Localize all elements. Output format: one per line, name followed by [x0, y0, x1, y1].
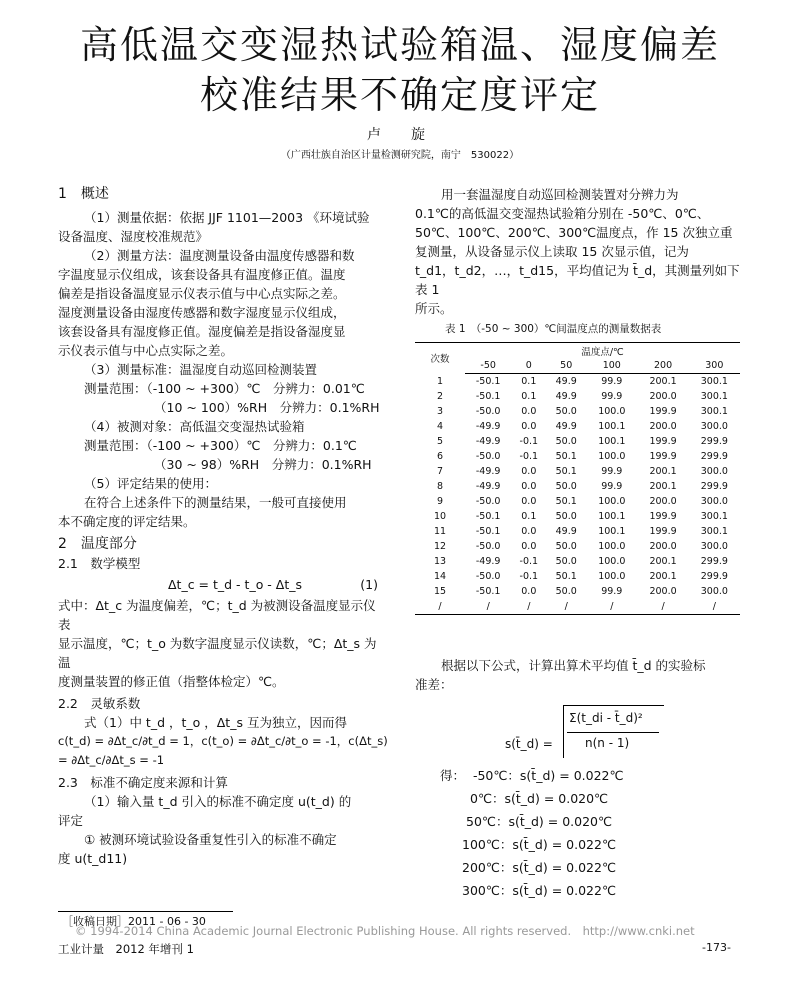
table-cell: -50.1	[475, 391, 501, 402]
table-cell: -50.0	[475, 451, 501, 462]
table-cell: 200.1	[649, 376, 677, 387]
table-row	[415, 434, 740, 449]
table-cell: -50.0	[475, 406, 501, 417]
table-cell: 300.1	[700, 511, 728, 522]
table-cell: /	[586, 599, 637, 615]
data-table	[415, 342, 740, 615]
para-22b: c(t_d) = ∂Δt_c/∂t_d = 1，c(t_o) = ∂Δt_c/∂t_o = -1，c(Δt_s)	[58, 734, 388, 748]
right-after-table	[415, 656, 755, 694]
table-row	[415, 494, 740, 509]
table-cell: 7	[436, 466, 444, 477]
table-cell: 0.1	[521, 511, 537, 522]
table-cell: 199.9	[649, 406, 677, 417]
section-2-3-title: 2.3 标准不确定度来源和计算	[58, 775, 228, 790]
result-100: 100℃：s(t̄_d) = 0.022℃	[462, 837, 616, 852]
table-cell: 50.0	[555, 556, 577, 567]
table-cell: -49.9	[475, 466, 501, 477]
table-cell: 300.0	[700, 541, 728, 552]
section-2-1-title: 2.1 数学模型	[58, 556, 141, 571]
formula-lhs: s(t̄_d) =	[505, 737, 553, 751]
table-cell: 300.0	[700, 466, 728, 477]
table-cell: 49.9	[555, 421, 577, 432]
table-cell: 100.0	[598, 556, 626, 567]
para-21a: 式中：Δt_c 为温度偏差，℃；t_d 为被测设备温度显示仪表	[58, 598, 376, 632]
intro-line3: 50℃、100℃、200℃、300℃温度点，作 15 次独立重	[415, 225, 733, 240]
para-5: （5）评定结果的使用：	[84, 476, 217, 491]
table-cell: 200.0	[649, 496, 677, 507]
para-2-line3: 偏差是指设备温度显示仪表示值与中心点实际之差。	[58, 286, 346, 301]
para-2-line2: 字温度显示仪组成，该套设备具有温度修正值。温度	[58, 267, 346, 282]
intro-line1: 用一套温湿度自动巡回检测装置对分辨力为	[441, 187, 679, 202]
para-23b: 评定	[58, 813, 84, 828]
table-cell: 100.1	[598, 436, 626, 447]
table-row	[415, 464, 740, 479]
para-23c: ① 被测环境试验设备重复性引入的标准不确定	[84, 832, 337, 847]
table-cell: 99.9	[601, 376, 623, 387]
table-cell: 9	[436, 496, 444, 507]
table-cell: /	[689, 599, 740, 615]
journal-info: 工业计量 2012 年增刊 1	[58, 942, 194, 956]
table-cell: 50.0	[555, 541, 577, 552]
result-50: 50℃：s(t̄_d) = 0.020℃	[466, 814, 613, 829]
table-cell: 299.9	[700, 436, 728, 447]
equation-1-body: Δt_c = t_d - t_o - Δt_s	[168, 577, 303, 592]
para-1a: （1）测量依据：依据 JJF 1101—2003 《环境试验	[84, 210, 370, 225]
table-cell: 99.9	[601, 586, 623, 597]
table-cell: 15	[433, 586, 447, 597]
paper-title-line2: 校准结果不确定度评定	[199, 73, 600, 117]
result-300: 300℃：s(t̄_d) = 0.022℃	[462, 883, 616, 898]
table-cell: /	[465, 599, 511, 615]
table-cell: 49.9	[555, 526, 577, 537]
table-cell: -50.0	[475, 571, 501, 582]
table-cell: 200.0	[649, 586, 677, 597]
table-cell: 3	[436, 406, 444, 417]
table-cell: 99.9	[601, 481, 623, 492]
para-2-line5: 该套设备具有湿度修正值。湿度偏差是指设备湿度显	[58, 324, 346, 339]
table-cell: -0.1	[519, 571, 539, 582]
para-5b: 本不确定度的评定结果。	[58, 514, 196, 529]
table-temp-header: 50	[546, 358, 586, 374]
table-cell: 50.0	[555, 586, 577, 597]
table-cell: 8	[436, 481, 444, 492]
results-label: 得：	[440, 768, 466, 783]
received-date: ［收稿日期］2011 - 06 - 30	[62, 915, 206, 928]
table-cell: -49.9	[475, 556, 501, 567]
table-cell: 14	[433, 571, 447, 582]
table-caption: 表 1 （-50 ~ 300）℃间温度点的测量数据表	[445, 323, 662, 335]
table-row	[415, 389, 740, 404]
table-cell: 0.0	[521, 421, 537, 432]
para-4a: 测量范围：（-100 ~ +300）℃ 分辨力：0.1℃	[84, 438, 357, 453]
para-21c: 度测量装置的修正值（指整体检定）℃。	[58, 674, 285, 689]
para-3b: （10 ~ 100）%RH 分辨力：0.1%RH	[154, 400, 380, 415]
table-cell: 300.1	[700, 391, 728, 402]
para-after1: 根据以下公式，计算出算术平均值 t̄_d 的实验标	[441, 658, 706, 673]
table-row	[415, 374, 740, 390]
table-cell: 5	[436, 436, 444, 447]
table-row	[415, 569, 740, 584]
table-row	[415, 419, 740, 434]
equation-1	[58, 575, 388, 594]
table-cell: 49.9	[555, 391, 577, 402]
table-temp-header: 100	[586, 358, 637, 374]
table-cell: -50.1	[475, 526, 501, 537]
table-cell: 299.9	[700, 556, 728, 567]
table-head-temp: 温度点/℃	[465, 343, 740, 359]
table-cell: 0.0	[521, 496, 537, 507]
para-1b: 设备温度、湿度校准规范》	[58, 229, 209, 244]
table-cell: -0.1	[519, 451, 539, 462]
table-cell: 299.9	[700, 481, 728, 492]
page-number: -173-	[702, 941, 731, 954]
intro-line5: t_d1，t_d2，…，t_d15，平均值记为 t̄_d，其测量列如下表 1	[415, 263, 740, 297]
table-cell: 50.1	[555, 466, 577, 477]
table-cell: /	[415, 599, 465, 615]
table-cell: 50.1	[555, 571, 577, 582]
para-22c: = ∂Δt_c/∂Δt_s = -1	[58, 753, 165, 767]
table-cell: 13	[433, 556, 447, 567]
result-m50: -50℃：s(t̄_d) = 0.022℃	[472, 768, 624, 783]
table-cell: 300.1	[700, 376, 728, 387]
table-cell: 100.0	[598, 496, 626, 507]
para-21b: 显示温度，℃；t_o 为数字温度显示仪读数，℃；Δt_s 为温	[58, 636, 377, 670]
table-cell: -0.1	[519, 436, 539, 447]
table-cell: 1	[436, 375, 444, 387]
table-cell: 10	[433, 511, 447, 522]
table-cell: /	[637, 599, 688, 615]
table-cell: -50.1	[475, 511, 501, 522]
table-cell: 199.9	[649, 511, 677, 522]
intro-line2: 0.1℃的高低温交变湿热试验箱分别在 -50℃、0℃、	[415, 206, 710, 221]
para-5a: 在符合上述条件下的测量结果，一般可直接使用	[84, 495, 347, 510]
table-cell: 100.1	[598, 526, 626, 537]
table-row	[415, 404, 740, 419]
para-2-line4: 湿度测量设备由湿度传感器和数字湿度显示仪组成，	[58, 305, 346, 320]
table-cell: 300.0	[700, 586, 728, 597]
formula-numerator: Σ(t_di - t̄_d)²	[569, 711, 643, 725]
table-cell: 300.0	[700, 421, 728, 432]
section-2-2-title: 2.2 灵敏系数	[58, 696, 141, 711]
table-cell: -50.1	[475, 376, 501, 387]
table-cell: 0.1	[521, 376, 537, 387]
table-cell: 0.0	[521, 586, 537, 597]
table-cell: 200.0	[649, 421, 677, 432]
table-cell: 11	[433, 526, 447, 537]
result-line-1	[440, 764, 740, 787]
watermark: © 1994-2014 China Academic Journal Electronic Publishing House. All rights reserved. http://www.cnki.net	[75, 924, 695, 938]
affiliation: （广西壮族自治区计量检测研究院，南宁 530022）	[280, 150, 520, 161]
table-temp-header: 200	[637, 358, 688, 374]
table-cell: 300.1	[700, 406, 728, 417]
formula-denominator: n(n - 1)	[585, 736, 630, 750]
table-cell: 99.9	[601, 466, 623, 477]
para-23d: 度 u(t_d11)	[58, 851, 128, 866]
para-3: （3）测量标准：温湿度自动巡回检测装置	[84, 362, 317, 377]
table-cell: 50.1	[555, 496, 577, 507]
table-cell: 100.0	[598, 541, 626, 552]
table-cell: 199.9	[649, 451, 677, 462]
table-cell: 50.0	[555, 511, 577, 522]
para-22a: 式（1）中 t_d ，t_o ，Δt_s 互为独立，因而得	[84, 715, 347, 730]
table-row	[415, 449, 740, 464]
table-cell: 299.9	[700, 451, 728, 462]
intro-line6: 所示。	[415, 301, 453, 316]
result-200: 200℃：s(t̄_d) = 0.022℃	[462, 860, 616, 875]
table-cell: 199.9	[649, 436, 677, 447]
table-cell: 2	[436, 391, 444, 402]
right-column-intro	[415, 185, 745, 318]
table-cell: 200.0	[649, 391, 677, 402]
table-cell: /	[511, 599, 546, 615]
paper-title-line1: 高低温交变湿热试验箱温、湿度偏差	[79, 23, 720, 67]
table-row	[415, 554, 740, 569]
table-cell: 200.1	[649, 571, 677, 582]
results-block	[440, 764, 740, 902]
table-cell: -49.9	[475, 481, 501, 492]
table-cell: 100.1	[598, 511, 626, 522]
table-cell: 50.1	[555, 451, 577, 462]
author: 卢 旋	[367, 127, 433, 143]
formula-fraction-bar	[567, 732, 659, 733]
table-cell: 0.0	[521, 481, 537, 492]
table-cell: -50.0	[475, 496, 501, 507]
table-cell: -49.9	[475, 421, 501, 432]
para-2-line1: （2）测量方法：温度测量设备由温度传感器和数	[84, 248, 355, 263]
table-head-count: 次数	[415, 343, 465, 374]
table-cell: 300.0	[700, 496, 728, 507]
table-cell: 299.9	[700, 571, 728, 582]
table-cell: 100.0	[598, 451, 626, 462]
table-cell: 50.0	[555, 481, 577, 492]
table-cell: 6	[436, 451, 444, 462]
equation-1-number: (1)	[360, 577, 378, 592]
table-cell: 0.0	[521, 541, 537, 552]
left-column	[58, 185, 388, 868]
table-cell: 99.9	[601, 391, 623, 402]
intro-line4: 复测量，从设备显示仪上读取 15 次显示值，记为	[415, 244, 689, 259]
para-23a: （1）输入量 t_d 引入的标准不确定度 u(t_d) 的	[84, 794, 352, 809]
table-cell: 100.1	[598, 421, 626, 432]
section-1-title: 1 概述	[58, 186, 109, 202]
table-cell: 12	[433, 541, 447, 552]
table-cell: 100.0	[598, 406, 626, 417]
table-cell: 200.1	[649, 481, 677, 492]
footnote-rule	[58, 911, 233, 912]
table-cell: 300.1	[700, 526, 728, 537]
section-2-title: 2 温度部分	[58, 536, 137, 552]
table-row	[415, 524, 740, 539]
table-cell: /	[546, 599, 586, 615]
table-cell: 199.9	[649, 526, 677, 537]
table-row	[415, 539, 740, 554]
table-row	[415, 599, 740, 615]
table-cell: 0.0	[521, 406, 537, 417]
table-temp-header: 0	[511, 358, 546, 374]
table-cell: 49.9	[555, 376, 577, 387]
table-cell: 200.0	[649, 541, 677, 552]
table-cell: 0.0	[521, 526, 537, 537]
table-cell: 100.0	[598, 571, 626, 582]
table-cell: -49.9	[475, 436, 501, 447]
para-4: （4）被测对象：高低温交变湿热试验箱	[84, 419, 305, 434]
table-cell: 4	[436, 421, 444, 432]
para-after2: 准差：	[415, 677, 453, 692]
table-row	[415, 584, 740, 599]
table-cell: 200.1	[649, 466, 677, 477]
para-2-line6: 示仪表示值与中心点实际之差。	[58, 343, 234, 358]
table-cell: -50.0	[475, 541, 501, 552]
table-temp-header: 300	[689, 358, 740, 374]
table-cell: 200.1	[649, 556, 677, 567]
table-cell: 0.1	[521, 391, 537, 402]
table-cell: 0.0	[521, 466, 537, 477]
table-cell: 50.0	[555, 436, 577, 447]
result-0: 0℃：s(t̄_d) = 0.020℃	[470, 791, 609, 806]
table-cell: 50.0	[555, 406, 577, 417]
table-row	[415, 479, 740, 494]
para-4b: （30 ~ 98）%RH 分辨力：0.1%RH	[154, 457, 372, 472]
para-3a: 测量范围：（-100 ~ +300）℃ 分辨力：0.01℃	[84, 381, 365, 396]
table-cell: -50.1	[475, 586, 501, 597]
table-cell: -0.1	[519, 556, 539, 567]
table-temp-header: -50	[465, 358, 511, 374]
table-row	[415, 509, 740, 524]
